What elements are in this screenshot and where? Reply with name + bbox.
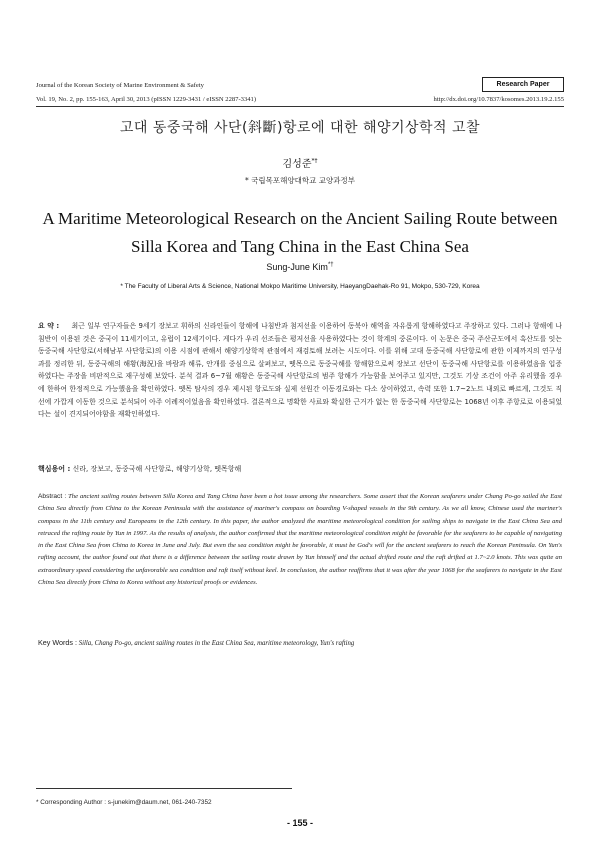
english-keywords-text: Silla, Chang Po-go, ancient sailing routes in the East China Sea, maritime meteorology, Yun's rafting bbox=[78, 640, 355, 647]
page-number: - 155 - bbox=[286, 818, 313, 828]
english-affiliation: * The Faculty of Liberal Arts & Science, National Mokpo Maritime University, HaeyangDaehak-Ro 91, Mokpo, 530-729, Korea bbox=[120, 283, 480, 290]
journal-name: Journal of the Korean Society of Marine Environment & Safety bbox=[36, 82, 204, 89]
english-abstract bbox=[38, 491, 562, 589]
korean-affiliation: * 국립목포해양대학교 교양과정부 bbox=[245, 176, 355, 185]
english-keywords-label: Key Words : bbox=[38, 638, 78, 647]
corresponding-author-footnote: * Corresponding Author : s-junekim@daum.net, 061-240-7352 bbox=[36, 799, 212, 806]
korean-title: 고대 동중국해 사단(斜斷)항로에 대한 해양기상학적 고찰 bbox=[119, 120, 481, 136]
korean-author-name: 김성준 bbox=[282, 159, 312, 170]
english-abstract-label: Abstract : bbox=[38, 493, 67, 500]
korean-keywords-label: 핵심용어 : bbox=[38, 465, 71, 473]
english-author bbox=[0, 262, 600, 272]
volume-info: Vol. 19, No. 2, pp. 155-163, April 30, 2013 (pISSN 1229-3431 / eISSN 2287-3341) bbox=[36, 96, 257, 103]
korean-keywords bbox=[38, 464, 562, 474]
korean-abstract bbox=[38, 320, 562, 421]
english-keywords bbox=[38, 638, 562, 647]
header-rule bbox=[36, 106, 564, 107]
english-author-name: Sung-June Kim bbox=[266, 262, 328, 272]
korean-abstract-label: 요 약 : bbox=[38, 322, 60, 330]
korean-abstract-text: 최근 일부 연구자들은 9세기 장보고 휘하의 신라인들이 항해에 나침반과 첨저선을 이용하여 동북아 해역을 자유롭게 항해하였다고 주장하고 있다. 그러나 항해에 나침반이 이용된 것은 중국이 11세기이고, 유럽이 12세기이다. 게다가 우리 선조들은 평저선을 사용하였다는 것이 학계의 중론이다. 이 논문은 중국 주산군도에서 흑산도를 잇는 동중국해 사단항로(서해남부 사단항로)의 이용 시점에 관해서 해양기상학적 관점에서 재검토해 보려는 시도이다. 이를 위해 고대 동중국해 사단항로에 관한 이제까지의 연구성과를 정리한 뒤, 동중국해의 해황(海況)을 바람과 해류, 안개를 중심으로 살펴보고, 뗏목으로 동중국해를 항해함으로써 장보고 선단이 동중국해 사단항로를 이용하였음을 입증하였다는 주장을 비판적으로 재구성해 보았다. 분석 결과 6~7월 해황은 동중국해 사단항로의 범주 항해가 가능함을 보여주고 있지만, 그것도 기상 조건이 아주 유리했을 경우에 한하여 한정적으로 가능했음을 확인하였다. 뗏목 탐사의 경우 제시된 항로도와 실제 선원간 이동경로와는 다소 상이하였고, 속력 또한 1.7~2노트 내외로 빠르게, 그것도 직선에 가깝게 이동한 것으로 분석되어 아주 이례적이었음을 확인하였다. 결론적으로 명확한 사료와 확실한 근거가 없는 한 동중국해 사단항로는 1068년 이후 주항로로 이용되었다는 설이 견지되어야함을 재확인하였다. bbox=[38, 322, 562, 419]
english-author-mark: *† bbox=[327, 262, 334, 268]
doi-link[interactable]: http://dx.doi.org/10.7837/kosomes.2013.19.2.155 bbox=[433, 96, 564, 103]
english-abstract-text: The ancient sailing routes between Silla Korea and Tang China have been a hot issue among the researchers. Some assert that the Korean seafarers under Chang Po-go sailed the East China Sea directly from China to the Korean Peninsula with the assistance of mariner's compass on boarding V-shaped vessels in the 9th century. As we all know, Chinese used the mariner's compass in the 11th century and Europeans in the 12th century. In this paper, the author analyzed the maritime meteorological condition for sailing ships to navigate in the East China Sea and retraced the rafting route by Yun in 1997. As the results of analysis, the author confirmed that the maritime meteorological condition might be favorable for the seafarers to be capable of navigating in the East China Sea from China to Korea in June and July. But even the sea condition might be favorable, it must be God's will for the ancient seafarers to reach the Korean Peninsula. On Yun's rafting account, the author found out that there is a difference between the sailing route drawn by Yun himself and the actual drifted route and the raft drifted at 1.7~2.0 knots. This was quite an extraordinary speed considering the unfavorable sea condition and raft itself without keel. In conclusion, the author reaffirms that it was after the year 1068 for the seafarers to navigate in the East China Sea directly from China to Korea without any historical proofs or evidences. bbox=[38, 493, 562, 587]
korean-author bbox=[0, 155, 600, 170]
english-title: A Maritime Meteorological Research on the Ancient Sailing Route between Silla Korea and Tang China in the East China Sea bbox=[42, 209, 558, 256]
footnote-rule bbox=[36, 788, 292, 789]
paper-type-badge: Research Paper bbox=[482, 77, 564, 92]
korean-author-mark: *† bbox=[311, 157, 318, 165]
korean-keywords-text: 신라, 장보고, 동중국해 사단항로, 해양기상학, 뗏목항해 bbox=[72, 465, 242, 473]
